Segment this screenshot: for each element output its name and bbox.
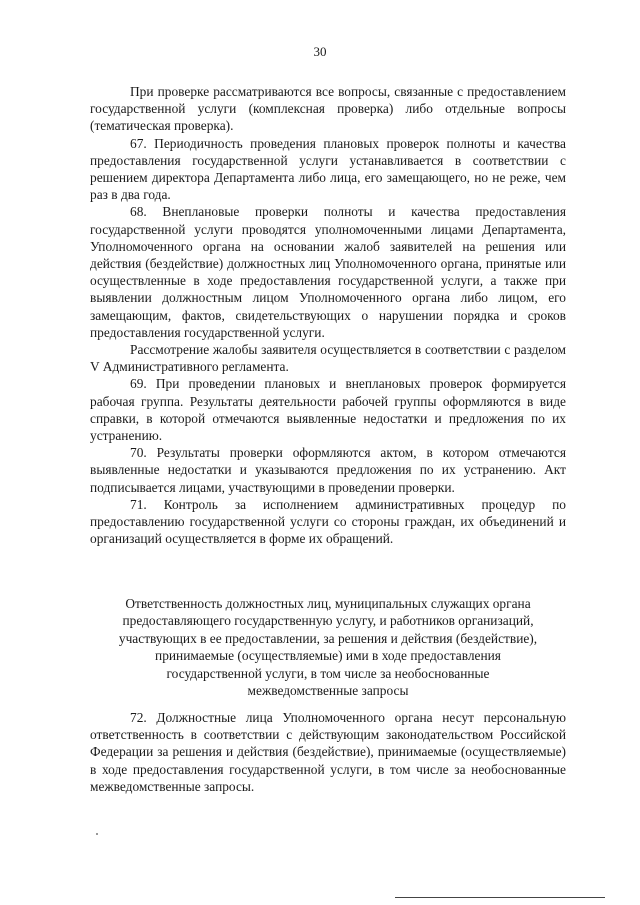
scan-artifact — [96, 833, 98, 835]
paragraph-70: 70. Результаты проверки оформляются актом, в котором отмечаются выявленные недостатки и указываются предложения по их устранению. Акт подписывается лицами, участвующими в проведении проверки. — [90, 445, 566, 495]
paragraph-intro: При проверке рассматриваются все вопросы, связанные с предоставлением государственной услуги (комплексная проверка) либо отдельные вопросы (тематическая проверка). — [90, 84, 566, 134]
heading-line: участвующих в ее предоставлении, за решения и действия (бездействие), — [118, 630, 538, 646]
section-heading — [90, 595, 566, 699]
heading-line: принимаемые (осуществляемые) ими в ходе предоставления — [155, 648, 501, 664]
paragraph-71: 71. Контроль за исполнением административных процедур по предоставлению государственной услуги со стороны граждан, их объединений и организаций осуществляется в форме их обращений. — [90, 496, 566, 547]
paragraph-complaint: Рассмотрение жалобы заявителя осуществляется в соответствии с разделом V Административного регламента. — [90, 342, 566, 375]
heading-line: межведомственные запросы — [247, 683, 409, 699]
paragraph-69: 69. При проведении плановых и внеплановых проверок формируется рабочая группа. Результаты деятельности рабочей группы оформляются в виде справки, в которой отмечаются выявленные недостатки и предложения по их устранению. — [90, 376, 566, 444]
page-number: 30 — [313, 44, 327, 59]
paragraph-68: 68. Внеплановые проверки полноты и качества предоставления государственной услуги проводятся уполномоченными лицами Департамента, Уполномоченного органа на основании жалоб заявителей на решения или действия (бездействие) должностных лиц Уполномоченного органа, принятые или осуществленные в ходе предоставления государственной услуги, а также при выявлении должностным лицом Уполномоченного органа либо лицом, его замещающим, фактов, свидетельствующих о нарушении порядка и сроков предоставления государственной услуги. — [90, 204, 566, 340]
paragraph-67: 67. Периодичность проведения плановых проверок полноты и качества предоставления государственной услуги устанавливается в соответствии с решением директора Департамента либо лица, его замещающего, но не реже, чем раз в два года. — [90, 135, 566, 203]
final-text — [90, 709, 566, 795]
body-text — [90, 83, 566, 547]
heading-line: Ответственность должностных лиц, муниципальных служащих органа — [125, 596, 531, 611]
heading-line: предоставляющего государственную услугу, и работников организаций, — [122, 613, 534, 629]
scan-artifact-line — [395, 897, 605, 898]
paragraph-72: 72. Должностные лица Уполномоченного органа несут персональную ответственность в соответствии с действующим законодательством Российской Федерации за решения и действия (бездействие), принимаемые (осуществляемые) в ходе предоставления государственной услуги, в том числе за необоснованные межведомственные запросы. — [90, 710, 566, 794]
heading-line: государственной услуги, в том числе за необоснованные — [166, 665, 490, 681]
